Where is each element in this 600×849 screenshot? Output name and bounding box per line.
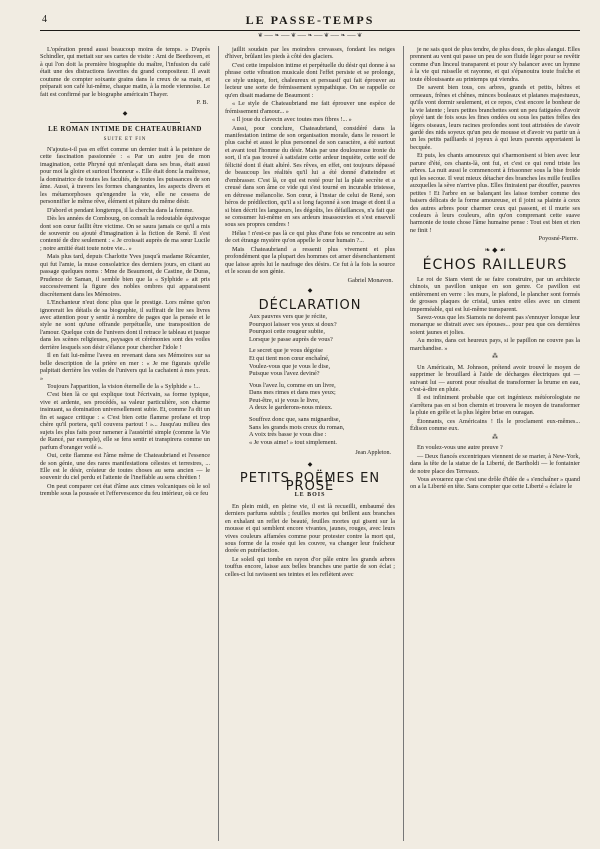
page-header — [40, 12, 580, 31]
diamond-separator: ◆ — [307, 461, 313, 468]
article-paragraph: N'ajouta-t-il pas en effet comme un dernier trait à la peinture de cette fascination passionnée : « Par un autre jeu de mon imagination, cette Phryné qui m'enlaçait dans ses bras, était aussi pour moi la gloire et surtout l'honneur ». Elle était donc la maîtresse, la dominatrice de toutes les facultés, de toutes les puissances de son âme. Aussi, à travers les formes changeantes, les aspects divers et les métamorphoses qu'engendre la vie, elle ne cessera de personnifier le même rêve, élément et pâture du même désir. — [40, 145, 210, 206]
divider — [70, 122, 180, 123]
article-paragraph: « Il joue du clavecin avec toutes mes fibres !... » — [232, 116, 352, 124]
echo-paragraph: Étonnants, ces Américains ! Ils le proclament eux-mêmes... Édison comme eux. — [410, 417, 580, 433]
poem-stanza — [249, 382, 395, 412]
echo-paragraph: Au moins, dans cet heureux pays, si le papillon ne couvre pas la marchandise. » — [410, 337, 580, 352]
article-paragraph: Dès les années de Combourg, on connaît la redoutable équivoque dont son cœur faillit être victime. On se saura jamais ce qu'il a mis de souvenir ou ajouté d'imagination à la fiction de René. Il s'est contenté de dire seulement : « Je croissait auprès de ma sœur Lucile ; notre amitié était toute notre vie... » — [40, 215, 210, 252]
article-paragraph: D'abord et pendant longtemps, il la chercha dans la femme. — [47, 206, 194, 214]
article-paragraph: Le soleil qui tombe en rayon d'or pâle entre les grands arbres touffus encore, laisse aux belles branches une partie de son éclat ; celles-ci lui ravissent ses teintes et les reflètent avec — [225, 555, 395, 578]
poem-line: Lorsque je passe auprès de vous? — [249, 335, 333, 343]
section-title-chateaubriand: LE ROMAN INTIME DE CHATEAUBRIAND — [48, 126, 202, 134]
article-paragraph: C'est cette impulsion intime et perpétuelle du désir qui donne à sa phrase cette vibration musicale dont l'effet persiste et se prolonge, ce style unique, fort, chaleureux et persuasif qui fait éprouver au lecteur une sorte de frémissement sympathique. On se rappelle ce qu'en disait madame de Beaumont : — [225, 61, 395, 99]
article-paragraph: Aussi, pour conclure, Chateaubriand, considéré dans la manifestation intime de son organisation morale, dans le ressort le plus caché et aussi le plus personnel de son caractère, a été surtout et avant tout l'homme du désir. Mais par une douloureuse ironie du sort, il n'a pas trouvé à satisfaire cette ardeur inquiète, cette soif de félicité dont il était altéré. Ses rêves, en effet, ont toujours dépassé de beaucoup les réalités qu'il lui a été donné d'atteindre et d'embrasser. C'est là, ce qui est resté pour lui la plaie secrète et a creusé dans son âme ce vide qui s'est tourné en incurable tristesse, en détresse mélancolie. Son cœur, à l'instar de celui de René, son héros de prédilection, qu'il a si long façonné à son image et dont il a si bien décrit les langueurs, les dégoûts, les défaillances, n'a fait que se consumer lui-même en ses ardeurs insassouvies et s'est ensevelí sous ses propres cendres ! — [225, 124, 395, 229]
article-paragraph: En plein midi, en pleine vie, il est là recueilli, embaumé des derniers parfums subtils ; feuilles mortes qui brillent aux branches en exhalant un reflet de beauté, feuilles mortes qui gisent sur la mousse et qui semblent encore vivantes, jaunes, rouges, avec leurs vives couleurs affamées comme pour protester contre la mort qui, sous forme de la rosée qui les couvre, va changer leur fraîcheur dorée en putréfaction. — [225, 502, 395, 555]
asterism-separator: ⁂ — [492, 434, 498, 441]
petits-poemes-title: PETITS POËMES EN PROSE — [239, 471, 381, 494]
page-number: 4 — [42, 14, 47, 25]
echos-railleurs-title: ÉCHOS RAILLEURS — [422, 257, 568, 274]
article-paragraph: Et puis, les chants amoureux qui s'harmonisent si bien avec leur parure d'été, ces chants-là, ont fui, et c'est ce qui rend triste les arbres. La nuit aussi le commencent à frissonner sous la bise froide qui les secoue. Il veut mieux détacher des branches les mille feuilles auxquelles la sève n'arrive plus. Elles finiraient par étouffer, pauvres petites ! Et l'arbre en se balançant les laisse tomber comme des baisers délicats de la forme amoureuse, et il joint sa plainte à ceux des autres arbres pour charmer ceux qui passent, et il murie ses couleurs à leurs couleurs, afin qu'on comprenant cette suave harmonie de toute chose l'âme humaine pense : Tout est bien et rien ne finit ! — [410, 152, 580, 234]
poem-line: Pourquoi laisser vos yeux si doux? — [249, 320, 337, 328]
poem-line: Vous l'avez lu, comme en un livre, — [249, 381, 336, 389]
echo-paragraph: Le roi de Siam vient de se faire construire, par un architecte chinois, un pavillon unique en son genre. Ce pavillon est entièrement en verre : les murs, le plafond, le plancher sont formés de grosses plaques de cristal, unies entre elles avec un ciment imperméable, qui est lui-même transparent. — [410, 275, 580, 313]
diamond-separator: ◆ — [307, 288, 313, 295]
article-paragraph: Mais plus tard, depuis Charlotte Yves jusqu'à madame Récamier, qui fut l'amie, la muse consolatrice des derniers jours, en citant au passage quelques noms : Mme de Beaumont, de Castine, de Duras, Prudence de Saman, il semble bien que la « Sylphide » ait pris successivement la figure des nobles ombres qui apparaissent discrètement dans les Mémoires. — [40, 253, 210, 298]
poem-line: Souffrez donc que, sans mignardise, — [249, 416, 341, 424]
article-paragraph: L'Enchanteur n'eut donc plus que le prestige. Lors même qu'on ignorerait les détails de sa biographie, il suffirait de lire ses livres avec attention pour y sentir à nombre de pages que la pensée et le style ne sont qu'une offrande perpétuelle, une transposition de l'amour. Quelque coin de l'univers dont il retrace le tableau et jusque dans les scènes religieuses, paysages et cérémonies sont des voiles derrière lesquels son désir s'élance pour chercher l'idole ! — [40, 299, 210, 351]
poem-stanza — [249, 313, 395, 343]
article-paragraph: « Le style de Chateaubriand me fait éprouver une espèce de frémissement d'amour... » — [225, 100, 395, 115]
poem-stanza — [249, 416, 395, 446]
diamond-separator: ◆ — [122, 110, 128, 117]
article-paragraph: Hélas ! n'est-ce pas là ce qui plus d'une fois se rencontre au sein de cet étrange mystère qu'on appelle le cœur humain ?... — [225, 229, 395, 245]
poem-line: Aux pauvres vers que je récite, — [249, 312, 327, 320]
echo-paragraph: Il est infiniment probable que cet ingénieux météorologiste ne s'arrêtera pas en si bon chemin et trouvera le moyen de transformer la pluie en grêle et la plus légère brise en ouragan. — [410, 394, 580, 417]
flourish-ornament: ❧ ◆ ☙ — [484, 245, 506, 254]
poem-line: Le secret que je vous dégoise — [249, 347, 323, 355]
article-paragraph: On peut comparer cet état d'âme aux cimes volcaniques où le sol tremble sous la poussée et l'effervescence du feu intérieur, où ce feu — [40, 482, 210, 498]
poem-line: Peut-être, si je vous le livre, — [249, 396, 320, 404]
column-2 — [225, 46, 395, 841]
article-signature: Poyosné-Pierre. — [538, 235, 578, 243]
echo-paragraph: Un Américain, M. Johnson, prétend avoir trouvé le moyen de supprimer le brouillard à l'aide de décharges électriques qui — suivant lui — auront pour résultat de transformer la brume en eau, c'est-à-dire en pluie. — [410, 363, 580, 394]
poem-stanza — [249, 347, 395, 377]
article-paragraph: De savent bien tous, ces arbres, grands et petits, hêtres et ormeaux, frênes et chênes, minces bouleaux et platanes majestueux, qu'ils vont dormir seulement, et ce repos, c'est encore le bonheur de la vie latente ; leurs petites branchettes sont un peu fatiguées d'avoir ployé tant de fois sous les fines ondées ou sous les pattes frêles des légers oiseaux, leurs racines profondes sont tout attristées de s'avoir gardé des nids soyeux qu'un peu de mousse et d'avoir vu partir un à un les petits pailliards si joyeux à qui leurs parents apportaient la becquée. — [410, 84, 580, 151]
intro-paragraph: L'opération prend aussi beaucoup moins de temps. » D'après Schindler, qui mettait sur ses cartes de visite : Ami de Beethoven, et à qui l'on doit la première biographie du maître, l'infusion du café était une des distractions favorites du grand compositeur. Il avait coutume de compter soixante grains dans le creux de sa main, et préparait son café lui-même, chaque matin, à la mode viennoise. Le fait est confirmé par le biographe américain Thayer. — [40, 46, 210, 98]
poem-line: A deux le garderons-nous mieux. — [249, 404, 333, 412]
poem-line: Sans les grands mots creux du roman, — [249, 423, 345, 431]
echo-paragraph: En voulez-vous une autre preuve ? — [417, 444, 503, 452]
masthead-title: LE PASSE-TEMPS — [245, 13, 375, 27]
article-signature: Gabriel Monavon. — [347, 276, 393, 284]
column-1 — [40, 46, 210, 841]
article-paragraph: Oui, cette flamme est l'âme même de Chateaubriand et l'essence de son génie, une des rares manifestations célestes et terrestres, ... Elle est le désir, créateur de toutes choses au sens ancien — le souvenir du ciel perdu et l'attente de l'ineffable au sens chrétien ! — [40, 452, 210, 482]
article-paragraph: Il en fait lui-même l'aveu en revenant dans ses Mémoires sur sa belle description de la prière en mer : « Je me figurais qu'elle palpitait derrière les voiles de l'univers qui la cachaient à mes yeux. » — [40, 352, 210, 382]
column-3 — [410, 46, 580, 841]
poem-line: « Je vous aime! » tout simplement. — [249, 438, 337, 446]
poem-line: Voulez-vous que je vous le dise, — [249, 362, 331, 370]
poem-line: Dans mes rimes et dans mes yeux; — [249, 389, 336, 397]
header-ornament: ❦ ── ❧ ── ❦ ── ❧ ── ❦ ── ❧ ── ❦ — [257, 33, 363, 39]
article-paragraph: je ne sais quoi de plus tendre, de plus doux, de plus alangui. Elles prennent au vent qui passe un peu de son fluide léger pour se revêtir comme d'un linceul transparent et pour s'y balancer avec un hymne à la vie qui ruisselle et rayonne, et qui s'épanouira toute fraîche et toute éblouissante au printemps qui viendra. — [410, 46, 580, 83]
section-subtitle: SUITE ET FIN — [103, 136, 147, 142]
article-paragraph: jaillit soudain par les moindres crevasses, fondant les neiges d'hiver, brûlant les pieds à côté des glaciers. — [225, 46, 395, 61]
article-paragraph: Toujours l'apparition, la vision éternelle de la « Sylphide » !... — [47, 383, 200, 391]
article-paragraph: Mais Chateaubriand a ressenti plus vivement et plus profondément que la plupart des hommes cet amer désenchantement que laisse après lui le naufrage des désirs. Ce fut à la fois la source et le sceau de son génie. — [225, 245, 395, 276]
echo-paragraph: — Deux fiancés excentriques viennent de se marier, à New-York, dans la tête de la statue de la Liberté, de Bartholdi — le fontainier de notre place des Terreaux. — [410, 452, 580, 475]
echo-paragraph: Savez-vous que les Siamois ne doivent pas s'ennuyer lorsque leur monarque se distrait avec ses épouses... pour peu que ces dernières soient jaunes et jolies. — [410, 313, 580, 336]
poem-line: Et qui tient mon cœur enchaîné, — [249, 354, 330, 362]
intro-signature: P. B. — [196, 99, 208, 107]
column-rule-2 — [403, 46, 404, 841]
asterism-separator: ⁂ — [492, 354, 498, 361]
poem — [249, 313, 395, 447]
petits-poemes-subtitle: LE BOIS — [294, 492, 326, 499]
poem-line: A voix très basse je vous dise : — [249, 431, 327, 439]
echo-paragraph: Vous avouerez que c'est une drôle d'idée de « s'enchaîner » quand on a la Liberté en tête. Sans compter que cette Liberté « éclaire le — [410, 476, 580, 491]
poem-line: Puisque vous l'avez deviné? — [249, 370, 320, 378]
declaration-title: DÉCLARATION — [258, 297, 362, 313]
poem-author: Jean Appleton. — [355, 450, 391, 457]
article-paragraph: C'est bien là ce qui explique tout l'écrivain, sa forme typique, vive et ardente, ses procédés, sa valeur particulière, son charme insinuant, sa domination universellement subie. Et, comme l'a dit un fin et sagace critique : « C'est bien cette flamme profane et trop chère qu'il portera, qu'il couvera partout ! »... Jusqu'au milieu des sujets les plus faits pour ramener à l'austérité simple (comme la Vie de Rancé, par exemple), elle se fera sentir et transpirera comme un parfum d'oranger voilé ». — [40, 391, 210, 451]
poem-line: Pourquoi cette rougeur subite, — [249, 328, 325, 336]
column-rule-1 — [218, 46, 219, 841]
